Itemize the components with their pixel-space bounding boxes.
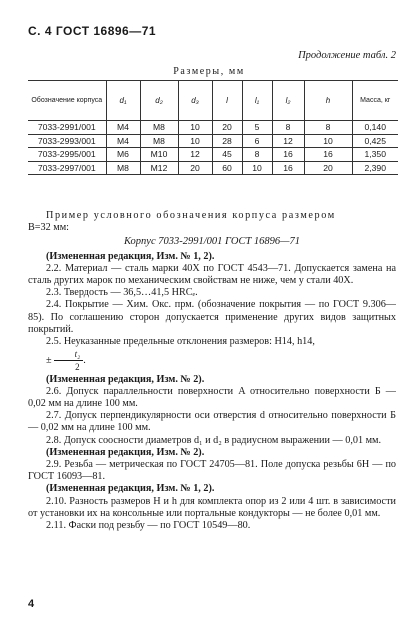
header-cell: Масса, кг xyxy=(352,81,398,121)
clause-2-4: 2.4. Покрытие — Хим. Окс. прм. (обозначение покрытия — по ГОСТ 9.306—85). По соглашению сторон допускается применение других видов защитных покрытий. xyxy=(28,299,396,335)
clause-2-7: 2.7. Допуск перпендикулярности оси отверстия d относительно поверхности Б — 0,02 мм на длине 100 мм. xyxy=(28,410,396,434)
table-cell: 20 xyxy=(178,161,212,175)
table-cell: 12 xyxy=(178,148,212,162)
clause-2-2: 2.2. Материал — сталь марки 40Х по ГОСТ 4543—71. Допускается замена на сталь других марок по механическим свойствам не ниже, чем у стали 40Х. xyxy=(28,262,396,287)
table-cell: 45 xyxy=(212,148,242,162)
table-cell: M6 xyxy=(106,148,140,162)
clause-2-9: 2.9. Резьба — метрическая по ГОСТ 24705—81. Поле допуска резьбы 6H — по ГОСТ 16093—81. xyxy=(28,459,396,483)
table-cell: 0,425 xyxy=(352,134,398,148)
table-cell: 16 xyxy=(272,148,304,162)
fraction xyxy=(54,348,84,373)
table-row xyxy=(28,121,398,135)
dimensions-table xyxy=(28,80,398,175)
table-continuation-label: Продолжение табл. 2 xyxy=(298,50,396,61)
header-cell: l₂ xyxy=(272,81,304,121)
header-cell: d₂ xyxy=(140,81,178,121)
header-cell: l₁ xyxy=(242,81,272,121)
table-cell: M8 xyxy=(106,161,140,175)
tolerance-formula: ± $\frac{\text{t₂}}{2}$ . xyxy=(46,349,86,373)
table-cell: 7033-2995/001 xyxy=(37,149,96,160)
table-cell: 5 xyxy=(242,121,272,135)
table-row xyxy=(28,134,398,148)
example-intro: Пример условного обозначения корпуса размером xyxy=(46,210,336,221)
table-cell: 10 xyxy=(178,134,212,148)
table-row xyxy=(28,161,398,175)
page-header: С. 4 ГОСТ 16896—71 xyxy=(28,24,157,38)
table-cell: 6 xyxy=(242,134,272,148)
table-cell: M10 xyxy=(140,148,178,162)
table-caption: Размеры, мм xyxy=(173,66,245,77)
document-body xyxy=(28,210,396,532)
clause-2-3: 2.3. Твердость — 36,5…41,5 HRCₑ. xyxy=(46,287,198,299)
table-cell: 1,350 xyxy=(352,148,398,162)
clause-2-5: 2.5. Неуказанные предельные отклонения размеров: H14, h14, xyxy=(46,336,315,348)
table-cell: M4 xyxy=(106,134,140,148)
edition-note: (Измененная редакция, Изм. № 1, 2). xyxy=(46,483,215,495)
header-cell: Обозначение корпуса xyxy=(31,97,103,104)
clause-2-11: 2.11. Фаски под резьбу — по ГОСТ 10549—80. xyxy=(46,520,251,532)
edition-note: (Измененная редакция, Изм. № 2). xyxy=(46,446,205,458)
fraction-numerator: t₂ xyxy=(54,348,84,361)
clause-2-10: 2.10. Разность размеров H и h для комплекта опор из 2 или 4 шт. в зависимости от установки их на консольные или портальные кондукторы — не более 0,01 мм. xyxy=(28,495,396,519)
header-cell: d₃ xyxy=(178,81,212,121)
example-size: B=32 мм: xyxy=(28,222,69,234)
table-cell: 60 xyxy=(212,161,242,175)
table-cell: 7033-2991/001 xyxy=(37,122,96,133)
table-cell: 7033-2993/001 xyxy=(37,135,96,146)
clause-2-8: 2.8. Допуск соосности диаметров d₁ и d₂ в радиусном выражении — 0,01 мм. xyxy=(46,434,382,446)
clause-2-6: 2.6. Допуск параллельности поверхности A относительно поверхности Б — 0,02 мм на длине 100 мм. xyxy=(28,385,396,410)
table-cell: M4 xyxy=(106,121,140,135)
table-cell: 16 xyxy=(304,148,352,162)
table-cell: 8 xyxy=(242,148,272,162)
table-row xyxy=(28,148,398,162)
table-cell: 10 xyxy=(178,121,212,135)
table-cell: M12 xyxy=(140,161,178,175)
header-cell: l xyxy=(212,81,242,121)
table-cell: 8 xyxy=(272,121,304,135)
designation-example: Корпус 7033-2991/001 ГОСТ 16896—71 xyxy=(123,236,301,248)
edition-note: (Измененная редакция, Изм. № 2). xyxy=(46,373,205,385)
table-cell: M8 xyxy=(140,134,178,148)
table-cell: 2,390 xyxy=(352,161,398,175)
edition-note: (Измененная редакция, Изм. № 1, 2). xyxy=(46,250,215,262)
table-cell: 12 xyxy=(272,134,304,148)
fraction-denominator: 2 xyxy=(75,362,80,373)
table-cell: 20 xyxy=(304,161,352,175)
plus-minus-sign: ± xyxy=(46,355,52,367)
table-cell: 20 xyxy=(212,121,242,135)
header-cell: d₁ xyxy=(106,81,140,121)
table-cell: M8 xyxy=(140,121,178,135)
table-cell: 8 xyxy=(304,121,352,135)
table-cell: 16 xyxy=(272,161,304,175)
header-cell: h xyxy=(304,81,352,121)
page-number: 4 xyxy=(28,598,35,610)
table-cell: 7033-2997/001 xyxy=(37,162,96,173)
table-cell: 0,140 xyxy=(352,121,398,135)
table-cell: 28 xyxy=(212,134,242,148)
table-cell: 10 xyxy=(242,161,272,175)
table-header-row xyxy=(28,81,398,121)
table-cell: 10 xyxy=(304,134,352,148)
